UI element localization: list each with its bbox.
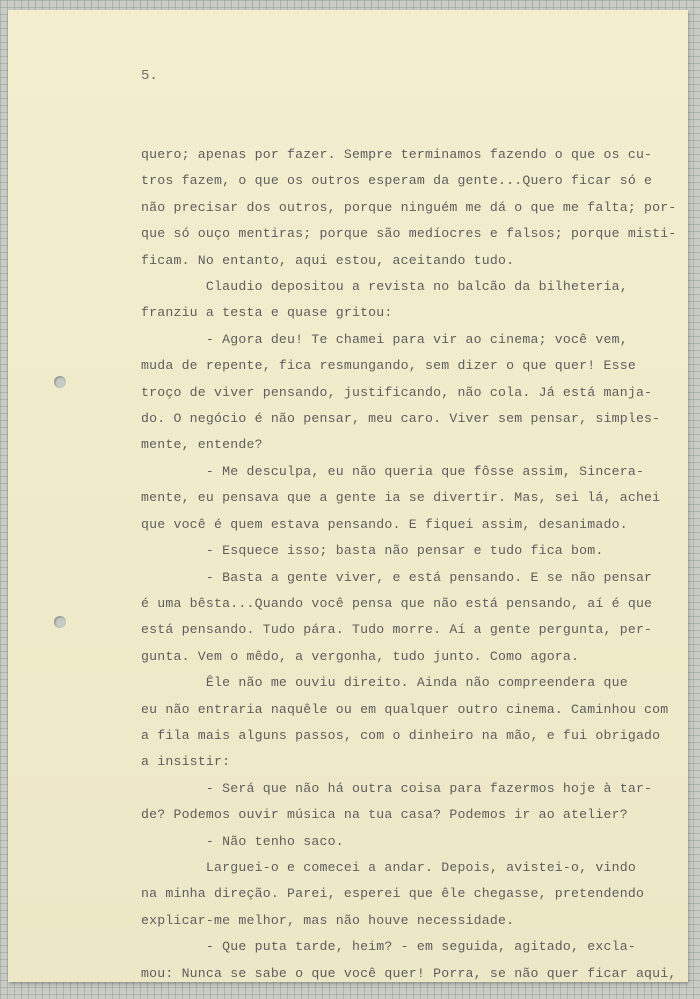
body-text [141, 142, 677, 987]
text-line: está pensando. Tudo pára. Tudo morre. Aí a gente pergunta, per- [141, 622, 653, 638]
text-line: - Basta a gente viver, e está pensando. E se não pensar [141, 569, 653, 585]
text-line: - Que puta tarde, heim? - em seguida, agitado, excla- [141, 939, 636, 955]
text-line: Larguei-o e comecei a andar. Depois, avistei-o, vindo [141, 859, 636, 875]
punch-hole [54, 616, 66, 628]
text-line: - Será que não há outra coisa para fazermos hoje à tar- [141, 780, 653, 796]
page-number: 5. [141, 68, 158, 84]
text-line: a fila mais alguns passos, com o dinheiro na mão, e fui obrigado [141, 727, 661, 743]
text-line: Claudio depositou a revista no balcão da bilheteria, [141, 279, 628, 295]
text-line: quero; apenas por fazer. Sempre terminamos fazendo o que os cu- [141, 147, 653, 162]
text-line: é uma bêsta...Quando você pensa que não está pensando, aí é que [141, 595, 653, 611]
text-line: explicar-me melhor, mas não houve necessidade. [141, 912, 515, 928]
text-line: - Não tenho saco. [141, 833, 344, 849]
text-line: mou: Nunca se sabe o que você quer! Porra, se não quer ficar aqui, [141, 965, 677, 981]
text-line: muda de repente, fica resmungando, sem dizer o que quer! Esse [141, 358, 636, 374]
text-line: que só ouço mentiras; porque são medíocres e falsos; porque misti- [141, 226, 677, 242]
text-line: na minha direção. Parei, esperei que êle chegasse, pretendendo [141, 886, 645, 902]
text-line: - Esquece isso; basta não pensar e tudo fica bom. [141, 543, 604, 559]
text-line: não precisar dos outros, porque ninguém me dá o que me falta; por- [141, 199, 677, 215]
punch-hole [54, 376, 66, 388]
text-line: - Me desculpa, eu não queria que fôsse assim, Sincera- [141, 463, 645, 479]
text-line: ficam. No entanto, aqui estou, aceitando tudo. [141, 252, 515, 268]
text-line: tros fazem, o que os outros esperam da gente...Quero ficar só e [141, 173, 653, 189]
text-line: troço de viver pensando, justificando, não cola. Já está manja- [141, 384, 653, 400]
text-line: mente, entende? [141, 437, 263, 453]
text-line: que você é quem estava pensando. E fiquei assim, desanimado. [141, 516, 628, 532]
text-line: eu não entraria naquêle ou em qualquer outro cinema. Caminhou com [141, 701, 669, 717]
text-line: Êle não me ouviu direito. Ainda não compreendera que [141, 675, 628, 691]
text-line: de? Podemos ouvir música na tua casa? Podemos ir ao atelier? [141, 807, 628, 823]
text-line: franziu a testa e quase gritou: [141, 305, 393, 321]
text-line: do. O negócio é não pensar, meu caro. Viver sem pensar, simples- [141, 411, 661, 427]
text-line: gunta. Vem o mêdo, a vergonha, tudo junto. Como agora. [141, 648, 580, 664]
typewritten-page [8, 10, 688, 982]
text-line: - Agora deu! Te chamei para vir ao cinema; você vem, [141, 331, 628, 347]
text-line: mente, eu pensava que a gente ia se divertir. Mas, sei lá, achei [141, 490, 661, 506]
text-line: a insistir: [141, 754, 231, 770]
